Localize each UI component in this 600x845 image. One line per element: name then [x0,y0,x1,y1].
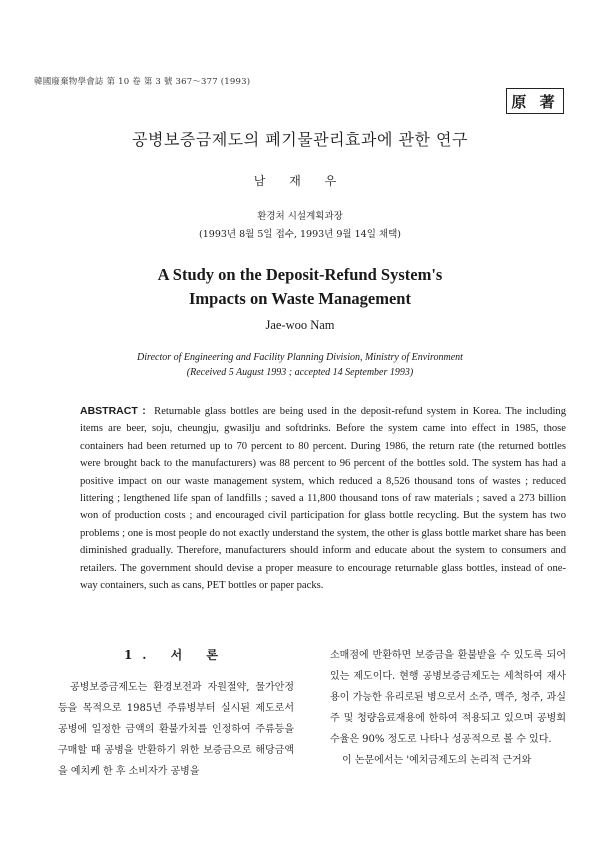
korean-title: 공병보증금제도의 폐기물관리효과에 관한 연구 [132,130,468,149]
english-affiliation: Director of Engineering and Facility Planning Division, Ministry of Environment [137,352,463,363]
english-title-line2: Impacts on Waste Management [189,289,411,308]
body-paragraph: 소매점에 반환하면 보증금을 환불받을 수 있도록 되어 있는 제도이다. 현행 공병보증금제도는 세척하여 재사용이 가능한 유리로된 병으로서 소주, 맥주, 청주, 과실주 및 청량음료재용에 한하여 적용되고 있으며 공병회수율은 90% 정도로 나타나 성공적으로 볼 수 있다. [330,650,566,745]
korean-affiliation: 환경처 시설계획과장 [257,211,343,222]
english-dates: (Received 5 August 1993 ; accepted 14 September 1993) [186,367,414,378]
abstract-text: Returnable glass bottles are being used in the deposit-refund system in Korea. The including items are beer, soju, cheungju, gwasilju and softdrinks. Before the system came into effect in 1985, those containers had been returned up to 70 percent to 80 percent. During 1986, the return rate (the returned bottles were brought back to the manufacturers) was 88 percent to 96 percent of the bottles sold. The system has had a positive impact on our waste management system, which reduced a 8,526 thousand tons of wastes ; reduced littering ; lengthened life span of landfills ; saved a 11,800 thousand tons of raw materials ; saved a 273 billion won of production costs ; and encouraged civil participation for glass bottle recycling. But the system has two problems ; one is most people do not exactly understand the system, the other is glass bottle market share has been diminished gradually. Therefore, manufacturers should inform and educate about the system to consumers and retailers. The government should devise a proper measure to encourage returnable glass bottles, instead of one-way containers, such as cans, PET bottles or paper packs. [80,406,566,592]
korean-dates: (1993년 8월 5일 접수, 1993년 9월 14일 채택) [199,229,401,240]
article-type-badge: 原 著 [506,88,564,114]
left-column [58,645,294,782]
journal-reference: 韓國廢棄物學會誌 第 10 卷 第 3 號 367～377 (1993) [34,77,251,87]
korean-author: 남 재 우 [253,174,347,188]
body-paragraph: 공병보증금제도는 환경보전과 자원절약, 물가안정등을 목적으로 1985년 주류병부터 실시된 제도로서 공병에 일정한 금액의 환불가치를 인정하여 주류등을 구매할 때 공병을 반환하기 위한 보증금으로 해당금액을 예치케 한 후 소비자가 공병을 [58,682,294,777]
abstract [80,403,566,594]
english-title [0,263,600,311]
body-paragraph: 이 논문에서는 '예치금제도의 논리적 근거와 [342,755,532,766]
section-heading: 1. 서 론 [123,648,229,662]
english-title-line1: A Study on the Deposit-Refund System's [157,265,443,284]
english-author: Jae-woo Nam [265,318,335,332]
abstract-label: ABSTRACT : [80,405,146,417]
right-column [330,645,566,771]
